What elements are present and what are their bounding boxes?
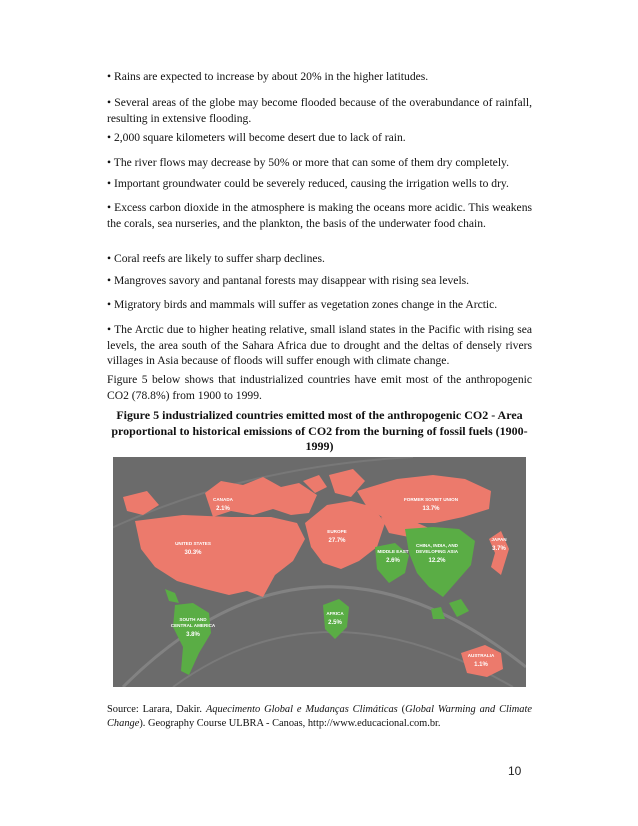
map-label-value: 2.6% [386,558,400,564]
map-label-name: CANADA [213,497,233,502]
map-label-value: 12.2% [428,558,446,564]
map-label-value: 2.5% [328,620,342,626]
bullet-arctic: • The Arctic due to higher heating relative, small island states in the Pacific with rising sea levels, the area south of the Sahara Africa due to drought and the deltas of densely rivers villages in Asia because of floods will suffer enough with climate change. [107,323,532,367]
map-label-name: AUSTRALIA [467,653,495,658]
map-label-name: JAPAN [491,537,507,542]
source-suffix: ). Geography Course ULBRA - Canoas, http://www.educacional.com.br. [139,718,441,729]
source-title-en: Global Warming and Climate Change [107,704,533,729]
map-label-name: DEVELOPING ASIA [415,549,459,554]
figure-source [107,703,532,731]
map-label-name: MIDDLE EAST [377,549,409,554]
bullet-flooding: • Several areas of the globe may become flooded because of the overabundance of rainfall, resulting in extensive flooding. [107,96,532,125]
map-label-value: 1.1% [474,662,488,668]
map-label-name: UNITED STATES [175,541,211,546]
map-label-name: CENTRAL AMERICA [170,623,216,628]
map-svg [113,457,526,687]
map-label-value: 3.8% [186,632,200,638]
bullet-coral-reefs: • Coral reefs are likely to suffer sharp declines. [107,252,325,265]
map-label-value: 30.3% [184,550,202,556]
intro-paragraph: Figure 5 below shows that industrialized countries have emit most of the anthropogenic CO2 (78.8%) from 1900 to 1999. [107,373,532,402]
map-label-name: EUROPE [327,529,347,534]
emissions-map [113,457,526,687]
source-title: Aquecimento Global e Mudanças Climáticas [205,704,398,715]
bullet-rains: • Rains are expected to increase by about 20% in the higher latitudes. [107,70,429,83]
page-number: 10 [508,764,522,778]
bullet-migratory: • Migratory birds and mammals will suffer as vegetation zones change in the Arctic. [107,298,498,311]
bullet-mangroves: • Mangroves savory and pantanal forests may disappear with rising sea levels. [107,274,470,287]
figure-caption: Figure 5 industrialized countries emitted most of the anthropogenic CO2 - Area proportional to historical emissions of CO2 from the burning of fossil fuels (1900-1999) [111,408,528,453]
map-label-name: FORMER SOVIET UNION [403,497,459,502]
source-prefix: Source: Larara, Dakir. [107,704,206,715]
bullet-desert: • 2,000 square kilometers will become desert due to lack of rain. [107,131,406,144]
map-label-name: CHINA, INDIA, AND [416,543,458,548]
map-label-value: 2.1% [216,506,230,512]
map-label-value: 27.7% [328,538,346,544]
bullet-ocean-acidity: • Excess carbon dioxide in the atmosphere is making the oceans more acidic. This weakens the corals, sea nurseries, and the plankton, the basis of the underwater food chain. [107,201,532,230]
bullet-river-flows: • The river flows may decrease by 50% or more that can some of them dry completely. [107,156,509,169]
bullet-groundwater: • Important groundwater could be severely reduced, causing the irrigation wells to dry. [107,177,509,190]
map-label-value: 3.7% [492,546,506,552]
map-label-name: AFRICA [326,611,344,616]
map-label-name: SOUTH AND [179,617,207,622]
map-label-value: 13.7% [422,506,440,512]
source-mid: ( [397,704,406,715]
